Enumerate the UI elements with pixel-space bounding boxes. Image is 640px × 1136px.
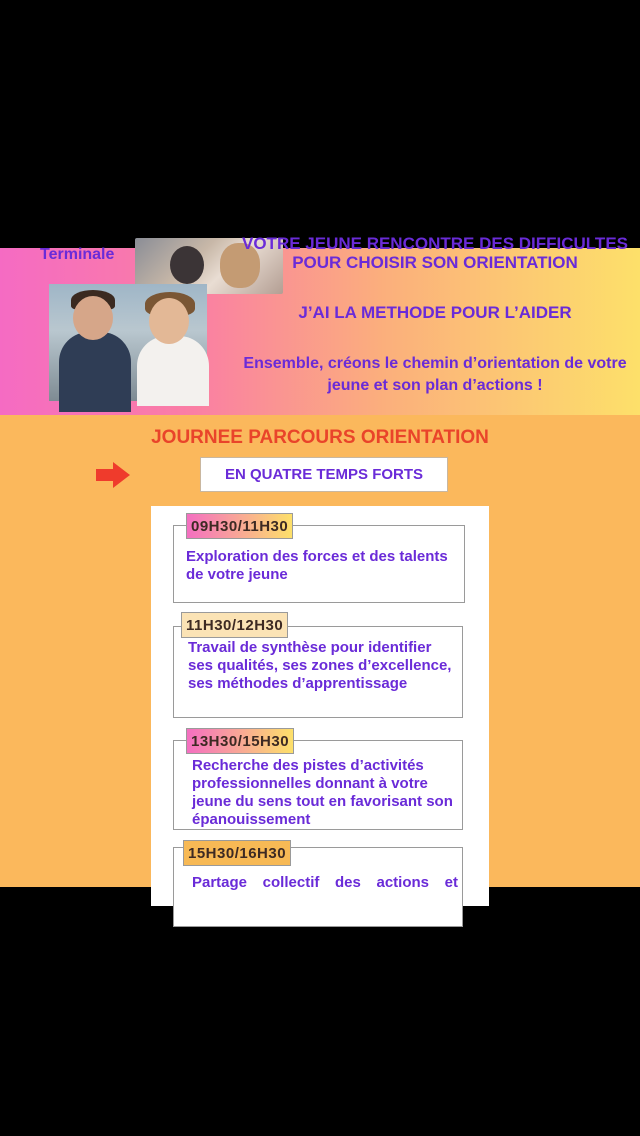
poster xyxy=(0,234,640,891)
hero-headline: VOTRE JEUNE RENCONTRE DES DIFFICULTES POUR CHOISIR SON ORIENTATION xyxy=(242,234,628,272)
session-time: 11H30/12H30 xyxy=(186,616,284,634)
arrow-right-icon xyxy=(96,462,130,488)
hero-method: J’AI LA METHODE POUR L’AIDER xyxy=(298,303,572,322)
session-time-badge xyxy=(186,513,293,539)
session-time: 13H30/15H30 xyxy=(191,732,290,750)
hero-banner xyxy=(0,234,640,415)
session-time-badge xyxy=(181,612,288,638)
page-title: JOURNEE PARCOURS ORIENTATION xyxy=(151,427,489,448)
schedule-panel xyxy=(151,506,489,906)
session-time-badge xyxy=(183,840,291,866)
session-description: Recherche des pistes d’activités professionnelles donnant à votre jeune du sens tout en favorisant son épanouissement xyxy=(192,757,453,828)
session-time-badge xyxy=(186,728,294,754)
session-time: 15H30/16H30 xyxy=(188,844,287,862)
session-time: 09H30/11H30 xyxy=(191,517,289,535)
subtitle-text: EN QUATRE TEMPS FORTS xyxy=(224,466,424,483)
session-description: Exploration des forces et des talents de votre jeune xyxy=(186,548,448,583)
session-description: Partage collectif des actions et xyxy=(192,874,458,891)
subtitle-box xyxy=(200,457,448,492)
hero-together: Ensemble, créons le chemin d’orientation de votre jeune et son plan d’actions ! xyxy=(243,355,627,394)
level-label: Terminale xyxy=(40,246,115,263)
session-description: Travail de synthèse pour identifier ses qualités, ses zones d’excellence, ses méthodes d’apprentissage xyxy=(188,639,452,692)
session-card xyxy=(173,626,463,718)
photo-parent-teen xyxy=(49,284,207,401)
